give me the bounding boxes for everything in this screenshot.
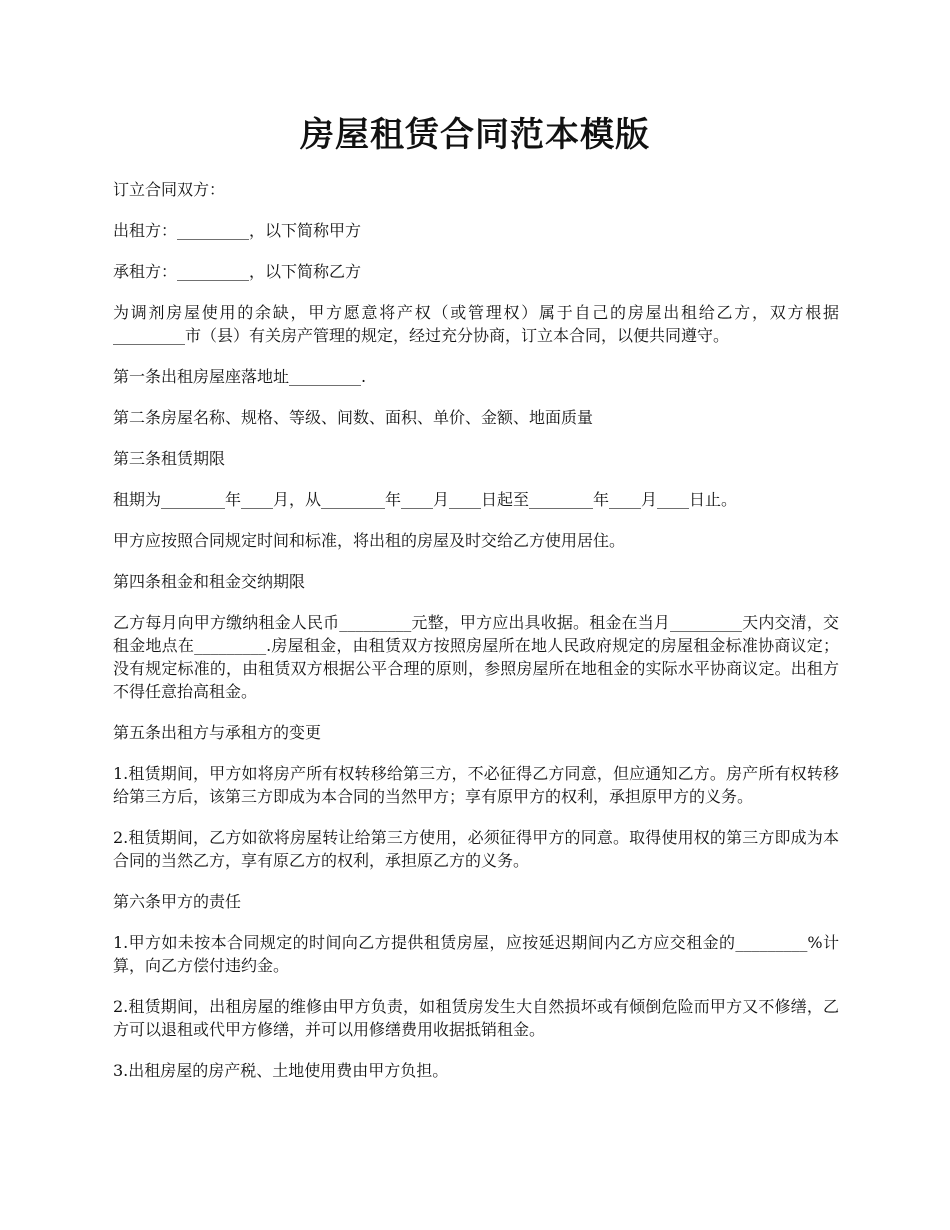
paragraph-article-5-heading: 第五条出租方与承租方的变更 <box>113 723 322 742</box>
paragraph-article-3-heading: 第三条租赁期限 <box>113 449 226 468</box>
paragraph-delivery: 甲方应按照合同规定时间和标准，将出租的房屋及时交给乙方使用居住。 <box>113 531 626 550</box>
document-title: 房屋租赁合同范本模版 <box>300 115 650 155</box>
paragraph-rent: 乙方每月向甲方缴纳租金人民币_________元整，甲方应出具收据。租金在当月_________天内交清，交租金地点在_________.房屋租金，由租赁双方按照房屋所在地人民政府规定的房屋租金标准协商议定；没有规定标准的，由租赁双方根据公平合理的原则，参照房屋所在地租金的实际水平协商议定。出租方不得任意抬高租金。 <box>113 613 839 701</box>
paragraph-article-6-item-1: 1.甲方如未按本合同规定的时间向乙方提供租赁房屋，应按延迟期间内乙方应交租金的_________%计算，向乙方偿付违约金。 <box>113 933 839 975</box>
paragraph-article-5-item-1: 1.租赁期间，甲方如将房产所有权转移给第三方，不必征得乙方同意，但应通知乙方。房产所有权转移给第三方后，该第三方即成为本合同的当然甲方；享有原甲方的权利，承担原甲方的义务。 <box>113 764 839 806</box>
paragraph-parties-intro: 订立合同双方： <box>113 180 226 199</box>
document-body <box>113 178 839 1100</box>
paragraph-article-6-heading: 第六条甲方的责任 <box>113 892 242 911</box>
paragraph-preamble: 为调剂房屋使用的余缺，甲方愿意将产权（或管理权）属于自己的房屋出租给乙方，双方根据_________市（县）有关房产管理的规定，经过充分协商，订立本合同，以便共同遵守。 <box>113 303 839 345</box>
paragraph-lessee: 承租方：_________，以下简称乙方 <box>113 262 362 281</box>
paragraph-lease-term: 租期为________年____月，从________年____月____日起至________年____月____日止。 <box>113 490 738 509</box>
paragraph-article-6-item-3: 3.出租房屋的房产税、土地使用费由甲方负担。 <box>113 1061 449 1080</box>
paragraph-lessor: 出租方：_________，以下简称甲方 <box>113 221 362 240</box>
paragraph-article-5-item-2: 2.租赁期间，乙方如欲将房屋转让给第三方使用，必须征得甲方的同意。取得使用权的第三方即成为本合同的当然乙方，享有原乙方的权利，承担原乙方的义务。 <box>113 828 839 870</box>
paragraph-article-1: 第一条出租房屋座落地址_________. <box>113 367 367 386</box>
paragraph-article-6-item-2: 2.租赁期间，出租房屋的维修由甲方负责，如租赁房发生大自然损坏或有倾倒危险而甲方又不修缮，乙方可以退租或代甲方修缮，并可以用修缮费用收据抵销租金。 <box>113 997 839 1039</box>
paragraph-article-4-heading: 第四条租金和租金交纳期限 <box>113 572 306 591</box>
paragraph-article-2: 第二条房屋名称、规格、等级、间数、面积、单价、金额、地面质量 <box>113 408 594 427</box>
